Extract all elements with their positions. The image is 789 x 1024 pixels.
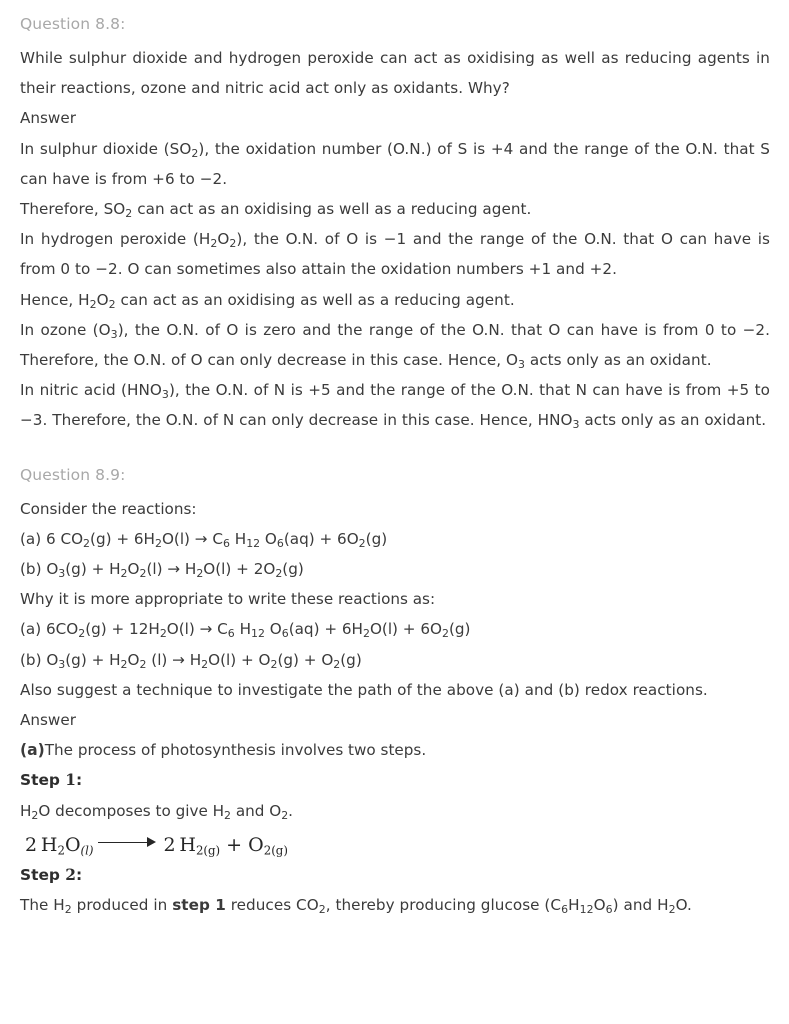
step-2-heading: Step 2:	[20, 865, 83, 884]
step-1-equation-image	[25, 832, 770, 858]
also-suggest-text: Also suggest a technique to investigate the path of the above (a) and (b) redox reactions.	[20, 680, 708, 699]
question-8-8-text: While sulphur dioxide and hydrogen peroxide can act as oxidising as well as reducing agents in their reactions, ozone and nitric acid act only as oxidants. Why?	[20, 49, 770, 98]
answer-label-8-8: Answer	[20, 109, 76, 128]
answer-paragraph-so2-conclusion: Therefore, $SO_2$ can act as an oxidising as well as a reducing agent.	[20, 200, 532, 221]
answer-paragraph-h2o2-conclusion: Hence, $H_2O_2$ can act as an oxidising as well as a reducing agent.	[20, 290, 515, 311]
answer-paragraph-so2: In sulphur dioxide $(SO_2)$, the oxidation number (O.N.) of S is +4 and the range of the O.N. that S can have is from +6 to −2.	[20, 139, 770, 188]
question-8-8-heading: Question 8.8:	[20, 15, 126, 33]
answer-paragraph-h2o2: In hydrogen peroxide $(H_2O_2)$, the O.N. of O is −1 and the range of the O.N. that O can have is from 0 to −2. O can sometimes also attain the oxidation numbers +1 and +2.	[20, 230, 770, 279]
equation-left-term: 2 $H_2O_{(l)}$	[25, 833, 94, 858]
section-gap	[20, 436, 770, 465]
reaction-2a: (a) $6CO_2(g) + 12H_2O(l) \to C_6$ $H_{12}$ $O_6(aq) + 6H_2O(l) + 6O_2(g)$	[20, 620, 471, 641]
reaction-1a: (a) 6 $CO_2(g) + 6H_2O(l) \to C_6$ $H_{12}$ $O_6(aq) + 6O_2(g)$	[20, 529, 388, 550]
answer-label-8-9: Answer	[20, 711, 76, 730]
why-line: Why it is more appropriate to write these reactions as:	[20, 590, 436, 609]
equation-right-term-2: $O_{2(g)}$	[248, 833, 288, 858]
part-a-text: The process of photosynthesis involves two steps.	[44, 741, 427, 760]
reaction-1b: (b) $O_3(g) + H_2O_2(l) \to H_2O(l) + 2O_2(g)$	[20, 560, 304, 581]
answer-paragraph-nitric-acid: In nitric acid $(HNO_3)$, the O.N. of N is +5 and the range of the O.N. that N can have is from +5 to −3. Therefore, the O.N. of N can only decrease in this case. Hence, $HNO_3$ acts only as an oxidant.	[20, 381, 770, 432]
reaction-2b: (b) $O_3(g) + H_2O_2$ $(l) \to H_2O(l) + O_2(g) + O_2(g)$	[20, 650, 362, 671]
question-8-9-intro: Consider the reactions:	[20, 499, 197, 518]
equation-plus-sign: +	[220, 833, 249, 856]
reaction-arrow-icon	[98, 836, 156, 849]
answer-paragraph-ozone: In ozone $(O_3)$, the O.N. of O is zero and the range of the O.N. that O can have is from 0 to −2. Therefore, the O.N. of O can only decrease in this case. Hence, $O_3$ acts only as an oxidant.	[20, 320, 770, 372]
equation-right-term-1: 2 $H_{2(g)}$	[163, 833, 221, 858]
step-1-heading: Step 1:	[20, 771, 83, 790]
part-a-marker: (a)	[20, 741, 45, 760]
question-8-9-heading: Question 8.9:	[20, 465, 126, 484]
part-a-line	[20, 735, 770, 765]
step-1-description: $H_2O$ decomposes to give $H_2$ and $O_2$.	[20, 801, 293, 822]
step-2-description: The $H_2$ produced in step 1 reduces $CO_2$, thereby producing glucose $(C_6H_{12}O_6)$ and $H_2O$.	[20, 896, 692, 917]
